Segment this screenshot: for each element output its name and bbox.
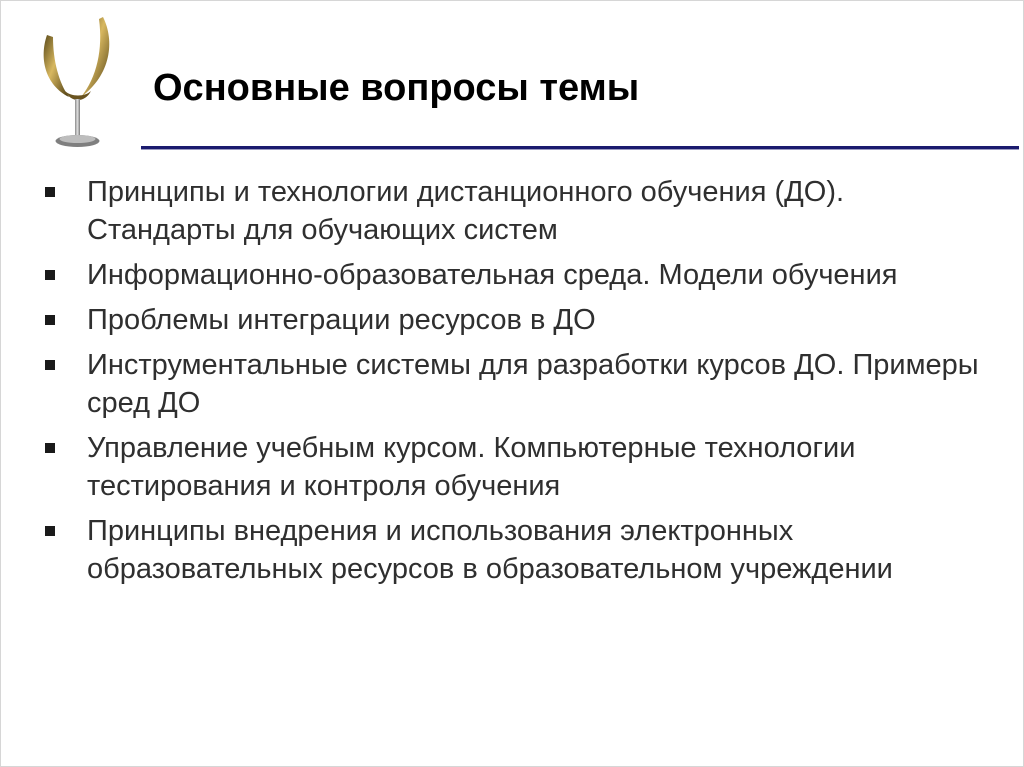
list-item — [41, 301, 991, 339]
list-item — [41, 173, 991, 249]
square-bullet-icon — [45, 187, 55, 197]
list-item-text: Управление учебным курсом. Компьютерные технологии тестирования и контроля обучения — [87, 432, 856, 502]
wine-glass-icon — [29, 13, 129, 153]
list-item-text: Информационно-образовательная среда. Модели обучения — [87, 259, 898, 291]
square-bullet-icon — [45, 526, 55, 536]
list-item — [41, 346, 991, 422]
slide-title: Основные вопросы темы — [153, 67, 640, 109]
list-item — [41, 256, 991, 294]
square-bullet-icon — [45, 443, 55, 453]
title-underline-shadow — [141, 149, 1019, 150]
list-item — [41, 512, 991, 588]
topic-list — [41, 173, 991, 595]
list-item-text: Инструментальные системы для разработки курсов ДО. Примеры сред ДО — [87, 349, 979, 419]
list-item — [41, 429, 991, 505]
list-item-text: Принципы и технологии дистанционного обучения (ДО). Стандарты для обучающих систем — [87, 176, 845, 246]
list-item-text: Принципы внедрения и использования электронных образовательных ресурсов в образовательном учреждении — [87, 515, 893, 585]
list-item-text: Проблемы интеграции ресурсов в ДО — [87, 304, 596, 336]
square-bullet-icon — [45, 315, 55, 325]
square-bullet-icon — [45, 270, 55, 280]
square-bullet-icon — [45, 360, 55, 370]
